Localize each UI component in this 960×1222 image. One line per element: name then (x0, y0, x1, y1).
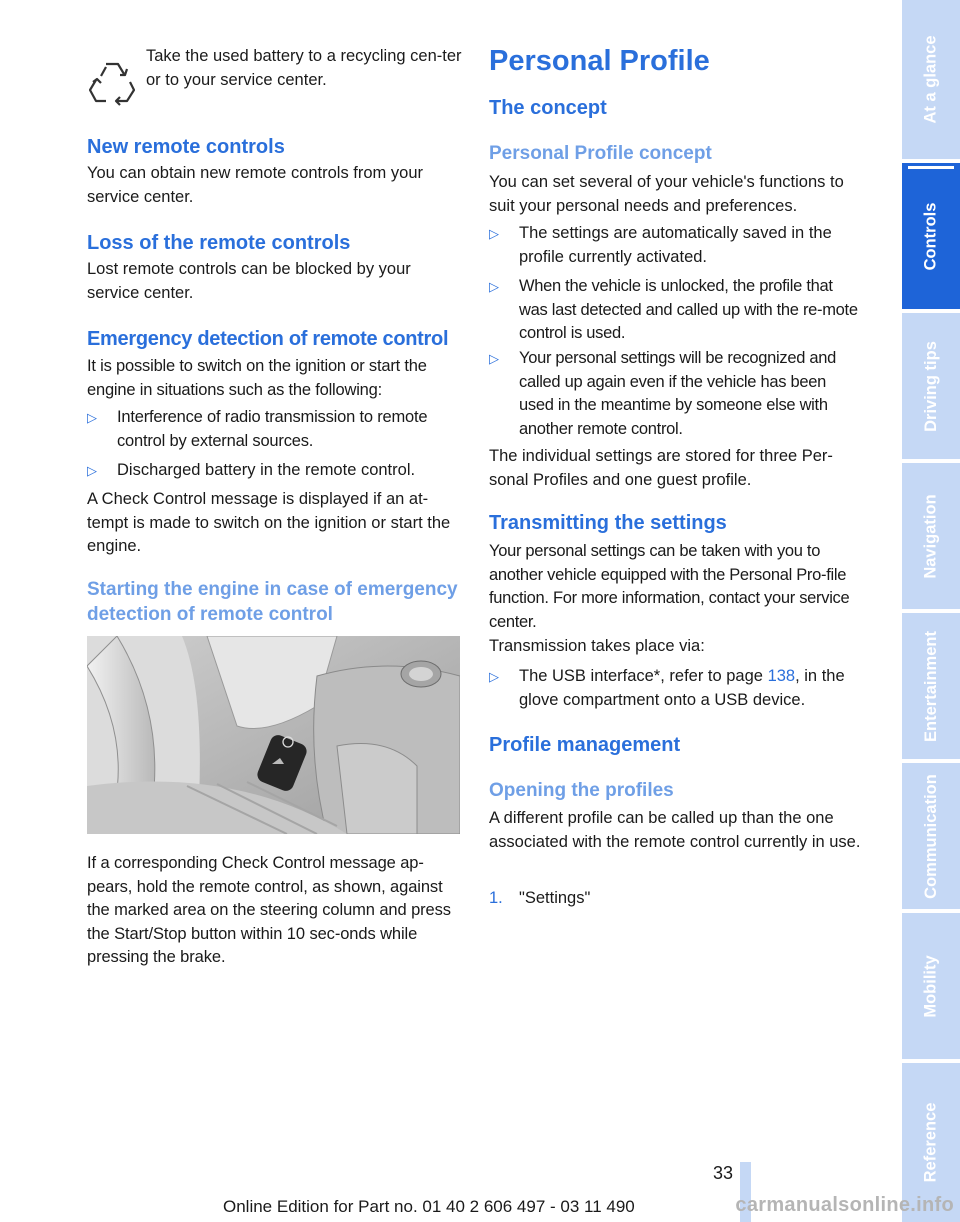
tab-communication[interactable]: Communication (902, 763, 960, 909)
bullet-arrow-icon: ▷ (489, 669, 499, 684)
check-control-text: A Check Control message is displayed if an at-tempt is made to switch on the ignition or start the engine. (87, 490, 451, 555)
transmission-via-text: Transmission takes place via: (489, 637, 705, 655)
heading-opening-profiles: Opening the profiles (489, 780, 674, 801)
tab-driving-tips[interactable]: Driving tips (902, 313, 960, 459)
heading-personal-profile-concept: Personal Profile concept (489, 143, 712, 164)
bullet-arrow-icon: ▷ (87, 410, 97, 425)
list-item: ▷ Discharged battery in the remote control. (87, 459, 461, 483)
heading-transmitting-settings: Transmitting the settings (489, 512, 727, 534)
heading-the-concept: The concept (489, 97, 607, 119)
page-number: 33 (712, 1163, 733, 1183)
transmitting-settings-text: Your personal settings can be taken with you to another vehicle equipped with the Personal Pro-file function. For more information, contact your service center. (489, 542, 850, 631)
list-item: 1. "Settings" (489, 887, 863, 911)
bullet-arrow-icon: ▷ (489, 279, 499, 294)
emergency-detection-text: It is possible to switch on the ignition or start the engine in situations such as the following: (87, 357, 427, 399)
chapter-tabs (902, 0, 960, 1222)
tab-entertainment[interactable]: Entertainment (902, 613, 960, 759)
tab-at-a-glance[interactable]: At a glance (902, 0, 960, 159)
bullet-arrow-icon: ▷ (489, 351, 499, 366)
heading-loss-remote-controls: Loss of the remote controls (87, 232, 351, 254)
recycling-icon (89, 58, 135, 106)
page-title: Personal Profile (489, 45, 710, 77)
tab-controls[interactable]: Controls (902, 163, 960, 309)
steering-column-remote-illustration (87, 636, 460, 834)
battery-recycling-note: Take the used battery to a recycling cen-ter or to your service center. (146, 47, 462, 89)
tab-reference[interactable]: Reference (902, 1063, 960, 1222)
list-item: ▷ When the vehicle is unlocked, the profile that was last detected and called up with the re-mote control is used. (489, 277, 858, 342)
list-item: ▷ The USB interface*, refer to page 138, in the glove compartment onto a USB device. (489, 667, 845, 709)
list-item: ▷ Your personal settings will be recognized and called up again even if the vehicle has been used in the meantime by someone else with another remote control. (489, 349, 837, 438)
page-link-138[interactable]: 138 (767, 667, 796, 685)
loss-remote-controls-text: Lost remote controls can be blocked by your service center. (87, 260, 411, 302)
new-remote-controls-text: You can obtain new remote controls from your service center. (87, 164, 423, 206)
tab-navigation[interactable]: Navigation (902, 463, 960, 609)
personal-profile-concept-text: You can set several of your vehicle's functions to suit your personal needs and preferences. (489, 173, 844, 215)
bullet-arrow-icon: ▷ (87, 463, 97, 478)
heading-profile-management: Profile management (489, 734, 681, 756)
step-number: 1. (489, 889, 503, 907)
heading-starting-engine: Starting the engine in case of emergency detection of remote control (87, 579, 458, 625)
bullet-arrow-icon: ▷ (489, 226, 499, 241)
heading-new-remote-controls: New remote controls (87, 136, 285, 158)
watermark: carmanualsonline.info (735, 1194, 954, 1216)
list-item: ▷ Interference of radio transmission to remote control by external sources. (87, 408, 428, 450)
tab-mobility[interactable]: Mobility (902, 913, 960, 1059)
hold-remote-instructions: If a corresponding Check Control message ap-pears, hold the remote control, as shown, against the marked area on the steering column and press the Start/Stop button within 10 sec-onds while pressing the brake. (87, 854, 451, 966)
heading-emergency-detection: Emergency detection of remote control (87, 328, 449, 350)
footer-edition: Online Edition for Part no. 01 40 2 606 497 - 03 11 490 (223, 1197, 635, 1216)
opening-profiles-text: A different profile can be called up than the one associated with the remote control currently in use. (489, 809, 861, 851)
list-item: ▷ The settings are automatically saved in the profile currently activated. (489, 224, 832, 266)
individual-settings-text: The individual settings are stored for three Per-sonal Profiles and one guest profile. (489, 447, 833, 489)
